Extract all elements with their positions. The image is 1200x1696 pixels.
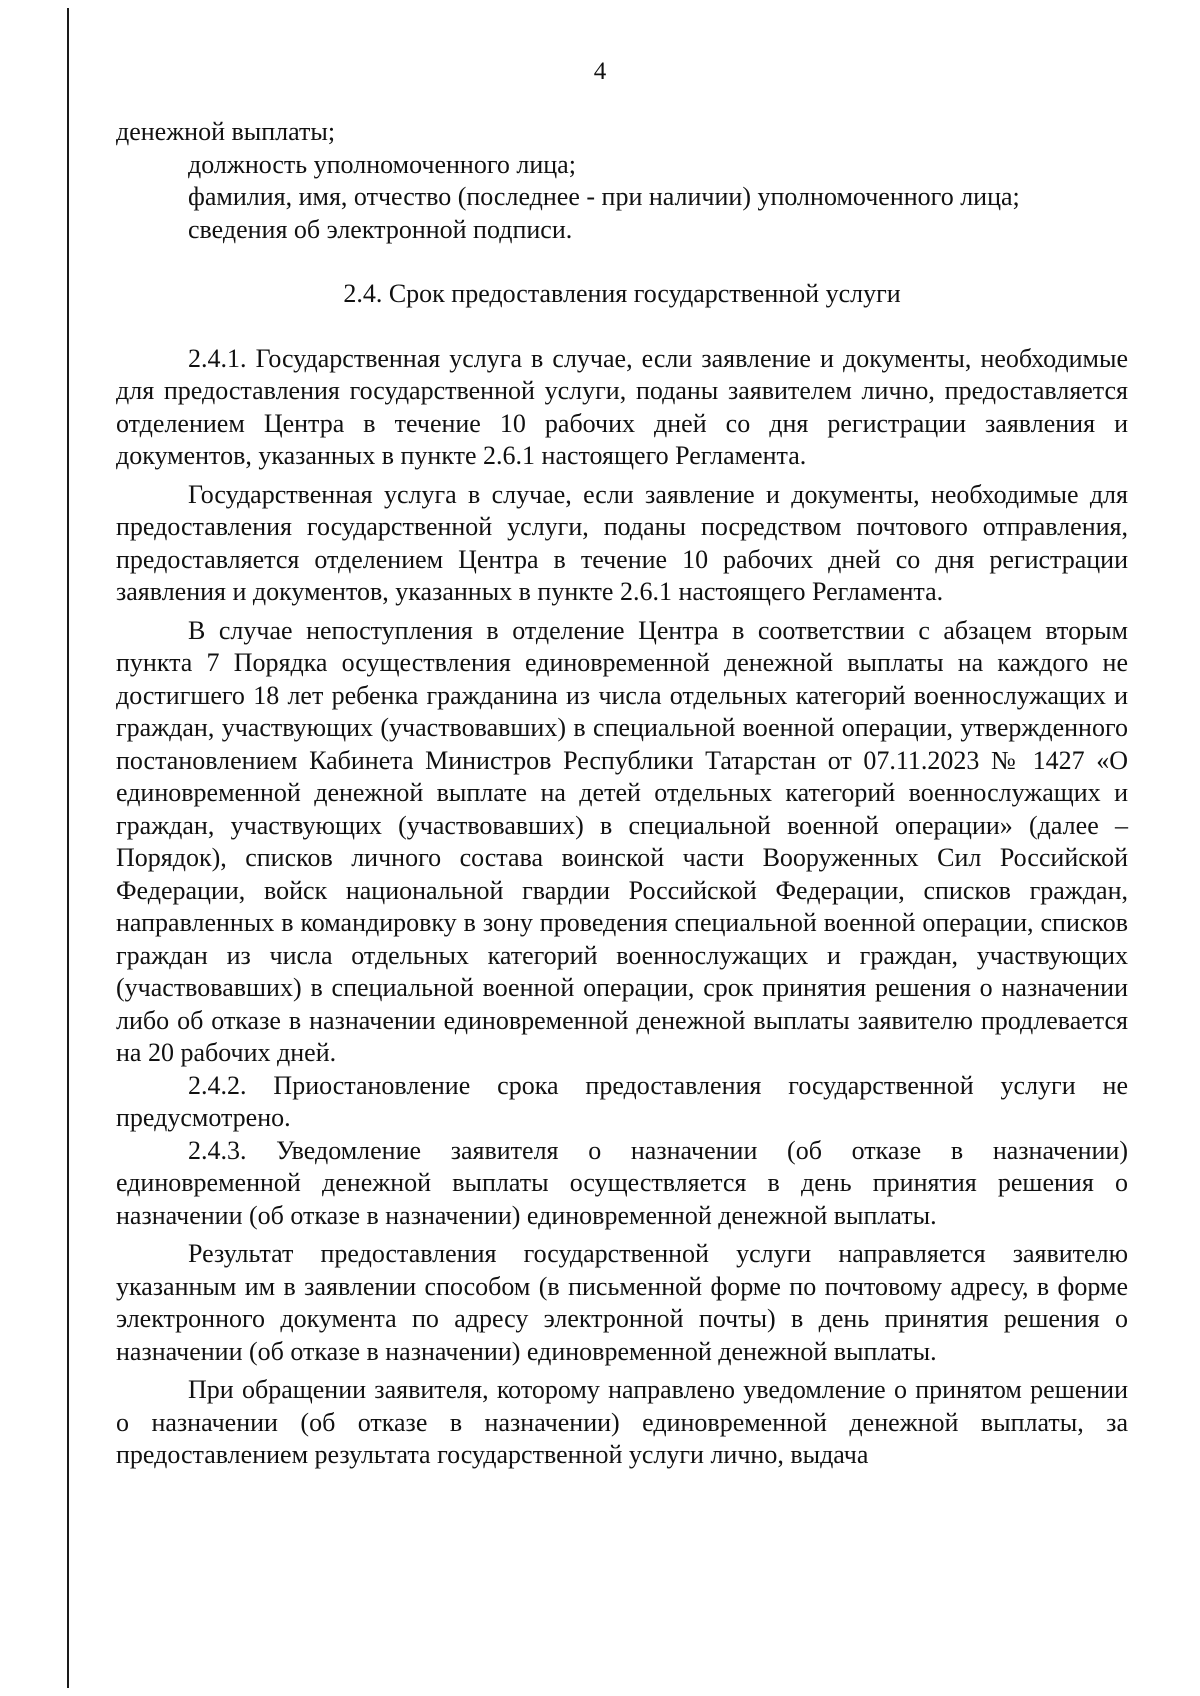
page-number: 4	[593, 58, 607, 85]
intro-line: денежной выплаты;	[116, 117, 336, 146]
section-heading: 2.4. Срок предоставления государственной услуги	[343, 279, 901, 308]
intro-line: фамилия, имя, отчество (последнее - при наличии) уполномоченного лица;	[188, 182, 1020, 211]
paragraph-personal-request: При обращении заявителя, которому направлено уведомление о принятом решении о назначении (об отказе в назначении) единовременной денежной выплаты, за предоставлением результата государственной услуги лично, выдача	[116, 1375, 1128, 1469]
paragraph-2-4-2: 2.4.2. Приостановление срока предоставления государственной услуги не предусмотрено.	[116, 1070, 1128, 1132]
paragraph-2-4-3: 2.4.3. Уведомление заявителя о назначении (об отказе в назначении) единовременной денежной выплаты осуществляется в день принятия решения о назначении (об отказе в назначении) единовременной денежной выплаты.	[116, 1135, 1128, 1230]
intro-line: сведения об электронной подписи.	[188, 214, 573, 244]
paragraph-postal-submission: Государственная услуга в случае, если заявление и документы, необходимые для предоставления государственной услуги, поданы посредством почтового отправления, предоставляется отделением Центра в течение 10 рабочих дней со дня регистрации заявления и документов, указанных в пункте 2.6.1 настоящего Регламента.	[116, 479, 1128, 606]
intro-line: должность уполномоченного лица;	[188, 149, 576, 179]
document-body	[116, 116, 1128, 1472]
paragraph-2-4-1: 2.4.1. Государственная услуга в случае, если заявление и документы, необходимые для предоставления государственной услуги, поданы заявителем лично, предоставляется отделением Центра в течение 10 рабочих дней со дня регистрации заявления и документов, указанных в пункте 2.6.1 настоящего Регламента.	[116, 343, 1128, 470]
paragraph-result-delivery: Результат предоставления государственной услуги направляется заявителю указанным им в заявлении способом (в письменной форме по почтовому адресу, в форме электронного документа по адресу электронной почты) в день принятия решения о назначении (об отказе в назначении) единовременной денежной выплаты.	[116, 1239, 1128, 1366]
paragraph-extension: В случае непоступления в отделение Центра в соответствии с абзацем вторым пункта 7 Порядка осуществления единовременной денежной выплаты на каждого не достигшего 18 лет ребенка гражданина из числа отдельных категорий военнослужащих и граждан, участвующих (участвовавших) в специальной военной операции, утвержденного постановлением Кабинета Министров Республики Татарстан от 07.11.2023 № 1427 «О единовременной денежной выплате на детей отдельных категорий военнослужащих и граждан, участвующих (участвовавших) в специальной военной операции» (далее – Порядок), списков личного состава воинской части Вооруженных Сил Российской Федерации, войск национальной гвардии Российской Федерации, списков граждан, направленных в командировку в зону проведения специальной военной операции, списков граждан из числа отдельных категорий военнослужащих и граждан, участвующих (участвовавших) в специальной военной операции, срок принятия решения о назначении либо об отказе в назначении единовременной денежной выплаты заявителю продлевается на 20 рабочих дней.	[116, 615, 1128, 1067]
scan-margin-line	[67, 8, 69, 1688]
